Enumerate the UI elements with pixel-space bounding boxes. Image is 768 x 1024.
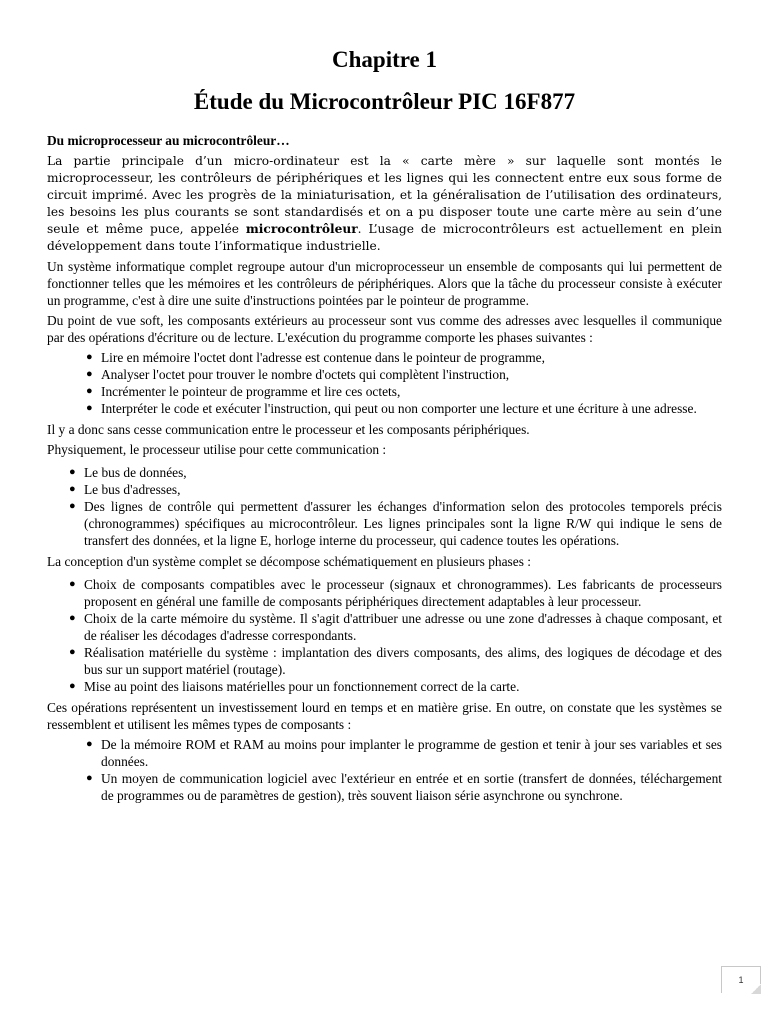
bullet-icon: ● (69, 646, 76, 658)
list-item-text: Mise au point des liaisons matérielles pour un fonctionnement correct de la carte. (84, 679, 520, 694)
list-item-text: De la mémoire ROM et RAM au moins pour implanter le programme de gestion et tenir à jour ses variables et ses données. (101, 737, 722, 769)
list-item-text: Un moyen de communication logiciel avec l'extérieur en entrée et en sortie (transfert de données, téléchargement de programmes ou de paramètres de gestion), très souvent liaison série asynchrone ou synchrone. (101, 771, 722, 803)
list-item-text: Choix de la carte mémoire du système. Il s'agit d'attribuer une adresse ou une zone d'adresses à chaque composant, et de réaliser les décodages d'adresse correspondants. (84, 611, 722, 643)
paragraph-1: Un système informatique complet regroupe autour d'un microprocesseur un ensemble de composants qui lui permettent de fonctionner telles que les mémoires et les contrôleurs de périphériques. Alors que la tâche du processeur consiste à exécuter un programme, c'est à dire une suite d'instructions pointées par le pointeur de programme. (47, 259, 722, 308)
intro-paragraph (47, 153, 722, 255)
bullet-icon: ● (69, 612, 76, 624)
list-item (69, 498, 722, 549)
paragraph-5: La conception d'un système complet se décompose schématiquement en plusieurs phases : (47, 554, 531, 569)
bullet-icon: ● (69, 500, 76, 512)
list-item (69, 464, 722, 481)
intro-text-before: La partie principale d’un micro-ordinateur est la « carte mère » sur laquelle sont montés le microprocesseur, les contrôleurs de périphériques et les lignes qui les connectent entre eux sous forme de circuit imprimé. Avec les progrès de la miniaturisation, et la généralisation de l’utilisation des ordinateurs, les besoins les plus courants se sont standardisés et on a pu disposer toute une carte mère au sein d’une seule et même puce, appelée (47, 154, 722, 236)
chapter-title: Étude du Microcontrôleur PIC 16F877 (193, 89, 576, 114)
list-item-text: Interpréter le code et exécuter l'instruction, qui peut ou non comporter une lecture et une écriture à une adresse. (101, 401, 697, 416)
bullet-list-1 (47, 349, 722, 417)
list-item-text: Lire en mémoire l'octet dont l'adresse est contenue dans le pointeur de programme, (101, 350, 545, 365)
list-item-text: Le bus de données, (84, 465, 187, 480)
list-item (86, 349, 722, 366)
bullet-icon: ● (86, 368, 93, 380)
bullet-icon: ● (86, 738, 93, 750)
bullet-icon: ● (86, 385, 93, 397)
section-title: Du microprocesseur au microcontrôleur… (47, 133, 290, 148)
intro-bold-term: microcontrôleur (245, 222, 358, 236)
paragraph-4: Physiquement, le processeur utilise pour cette communication : (47, 442, 387, 457)
list-item (86, 366, 722, 383)
list-item-text: Incrémenter le pointeur de programme et lire ces octets, (101, 384, 401, 399)
list-item (69, 610, 722, 644)
list-item-text: Réalisation matérielle du système : implantation des divers composants, des alims, des logiques de décodage et des bus sur un support matériel (routage). (84, 645, 722, 677)
list-item-text: Des lignes de contrôle qui permettent d'assurer les échanges d'information selon des protocoles temporels précis (chronogrammes) spécifiques au microcontrôleur. Les lignes principales sont la ligne R/W qui indique le sens de transfert des données, et la ligne E, horloge interne du processeur, qui cadence toutes les opérations. (84, 499, 722, 548)
paragraph-6: Ces opérations représentent un investissement lourd en temps et en matière grise. En outre, on constate que les systèmes se ressemblent et utilisent les mêmes types de composants : (47, 700, 722, 732)
list-item-text: Analyser l'octet pour trouver le nombre d'octets qui complètent l'instruction, (101, 367, 510, 382)
document-page (47, 40, 722, 808)
list-item (69, 576, 722, 610)
bullet-list-2 (47, 464, 722, 549)
paragraph-3: Il y a donc sans cesse communication entre le processeur et les composants périphériques. (47, 422, 530, 437)
bullet-icon: ● (69, 466, 76, 478)
chapter-label: Chapitre 1 (332, 47, 437, 72)
bullet-list-4 (47, 736, 722, 804)
list-item (69, 481, 722, 498)
list-item-text: Choix de composants compatibles avec le processeur (signaux et chronogrammes). Les fabricants de processeurs proposent en général une famille de composants périphériques directement adaptables à leur processeur. (84, 577, 722, 609)
list-item (69, 678, 722, 695)
paragraph-2: Du point de vue soft, les composants extérieurs au processeur sont vus comme des adresses avec lesquelles il communique par des opérations d'écriture ou de lecture. L'exécution du programme comporte les phases suivantes : (47, 313, 722, 345)
bullet-icon: ● (69, 578, 76, 590)
bullet-icon: ● (86, 772, 93, 784)
list-item (86, 736, 722, 770)
list-item (86, 770, 722, 804)
page-number: 1 (721, 966, 761, 993)
bullet-icon: ● (86, 402, 93, 414)
intro-text-after: . L’usage de microcontrôleurs est actuellement en plein développement dans toute l’informatique industrielle. (47, 222, 722, 253)
list-item (86, 383, 722, 400)
list-item (86, 400, 722, 417)
bullet-icon: ● (69, 680, 76, 692)
bullet-icon: ● (86, 351, 93, 363)
list-item-text: Le bus d'adresses, (84, 482, 181, 497)
bullet-icon: ● (69, 483, 76, 495)
bullet-list-3 (47, 576, 722, 695)
list-item (69, 644, 722, 678)
